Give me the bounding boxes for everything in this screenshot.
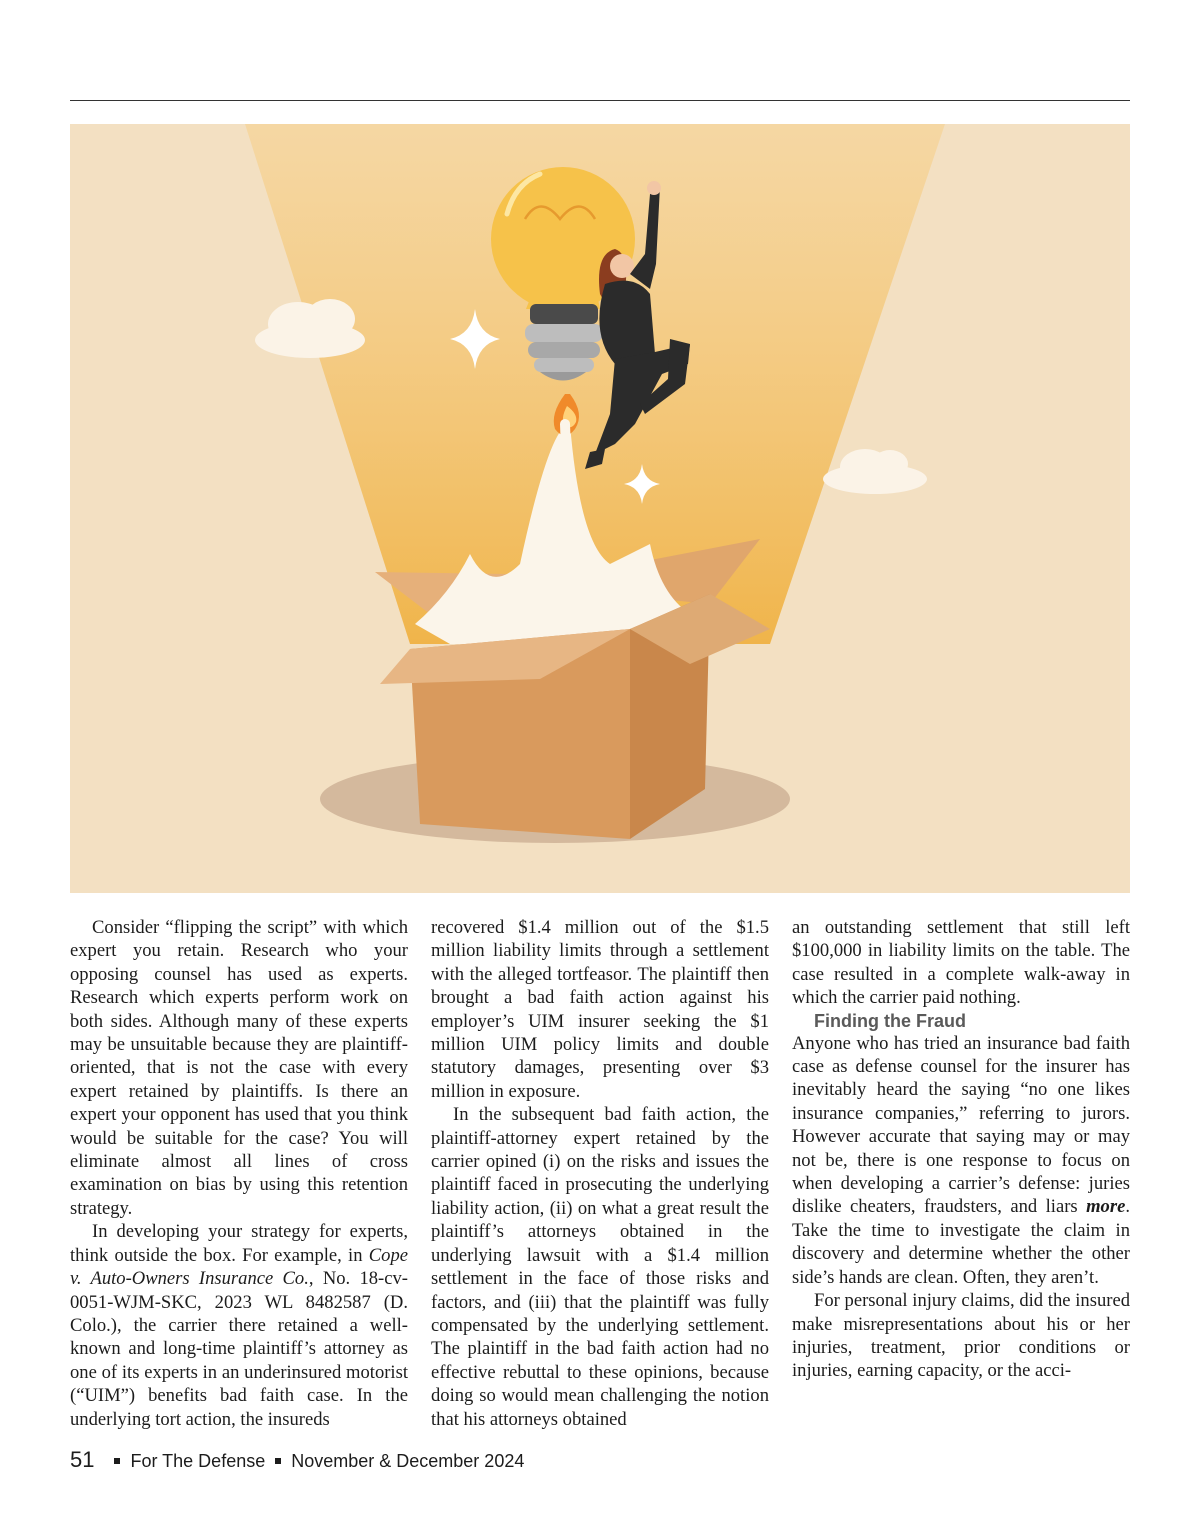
paragraph: Consider “flipping the script” with which expert you retain. Research who your opposing counsel has used as experts. Research which experts perform work on both sides. Although many of these experts may be unsuitable because they are plaintiff-oriented, that is not the case with every expert retained by plaintiffs. Is there an expert your opponent has used that you think would be suitable for the case? You will eliminate almost all lines of cross examination on bias by using this retention strategy. xyxy=(70,917,408,1219)
emphasis: more xyxy=(1086,1196,1126,1218)
text-run: In developing your strategy for experts, think outside the box. For example, in xyxy=(70,1221,408,1266)
column-2 xyxy=(431,916,769,1431)
paragraph xyxy=(792,1032,1130,1289)
column-1 xyxy=(70,916,408,1431)
top-rule xyxy=(70,100,1130,101)
paragraph xyxy=(70,1220,408,1431)
text-run: , No. 18-cv-0051-WJM-SKC, 2023 WL 8482587 (D. Colo.), the carrier there retained a well-known and long-time plaintiff’s attorney as one of its experts in an underinsured motorist (“UIM”) benefits bad faith case. In the underlying tort action, the insureds xyxy=(70,1268,408,1430)
paragraph: In the subsequent bad faith action, the plaintiff-attorney expert retained by the carrier opined (i) on the risks and issues the plaintiff faced in prosecuting the underlying liability action, (ii) on what a great result the plaintiff’s attorneys obtained in the underlying lawsuit with a $1.4 million settlement in the face of those risks and factors, and (iii) that the plaintiff was fully compensated by the underlying settlement. The plaintiff in the bad faith action had no effective rebuttal to these opinions, because doing so would mean challenging the notion that his attorneys obtained xyxy=(431,1104,769,1430)
paragraph: an outstanding settlement that still left $100,000 in liability limits on the table. The case resulted in a complete walk-away in which the carrier paid nothing. xyxy=(792,917,1130,1009)
separator-square-icon xyxy=(114,1458,120,1464)
illustration-idea-out-of-box xyxy=(70,124,1130,893)
issue-date: November & December 2024 xyxy=(291,1451,525,1471)
text-run: . Take the time to investigate the claim in discovery and determine whether the other side’s hands are clean. Often, they aren’t. xyxy=(792,1196,1130,1288)
text-run: Anyone who has tried an insurance bad faith case as defense counsel for the insurer has inevitably heard the saying “no one likes insurance companies,” referring to jurors. However accurate that saying may or may not be, there is one response to focus on when developing a carrier’s defense: juries dislike cheaters, fraudsters, and liars xyxy=(792,1032,1130,1218)
publication-name: For The Defense xyxy=(130,1451,266,1471)
paragraph: For personal injury claims, did the insured make misrepresentations about his or her injuries, treatment, prior conditions or injuries, earning capacity, or the acci- xyxy=(792,1290,1130,1382)
paragraph: recovered $1.4 million out of the $1.5 million liability limits through a settlement with the alleged tortfeasor. The plaintiff then brought a bad faith action against his employer’s UIM insurer seeking the $1 million UIM policy limits and double statutory damages, presenting over $3 million in exposure. xyxy=(431,917,769,1102)
separator-square-icon xyxy=(275,1458,281,1464)
page-number: 51 xyxy=(70,1447,95,1472)
case-name: Cope v. Auto-Owners Insurance Co. xyxy=(70,1244,408,1290)
section-heading: Finding the Fraud xyxy=(814,1010,966,1031)
page-footer xyxy=(70,1447,524,1473)
column-3 xyxy=(792,916,1130,1383)
